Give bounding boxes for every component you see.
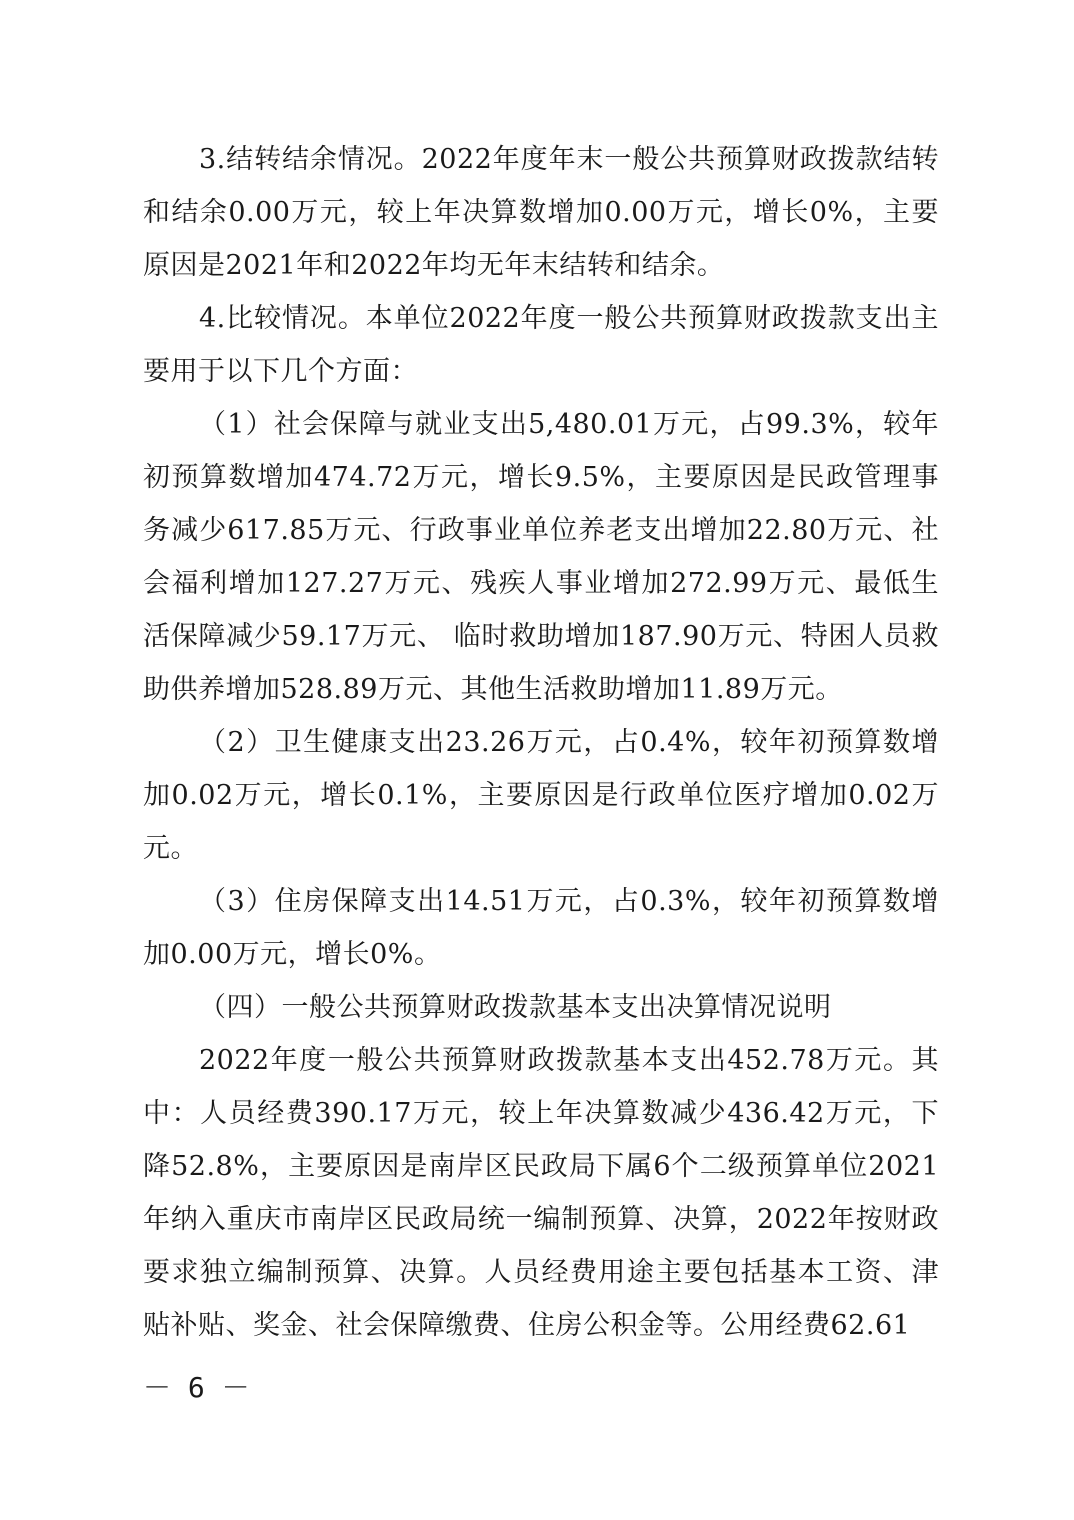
paragraph-basic-expenditure: 2022年度一般公共预算财政拨款基本支出452.78万元。其中：人员经费390.17万元，较上年决算数减少436.42万元，下降52.8%，主要原因是南岸区民政局下属6个二级预算单位2021年纳入重庆市南岸区民政局统一编制预算、决算，2022年按财政要求独立编制预算、决算。人员经费用途主要包括基本工资、津贴补贴、奖金、社会保障缴费、住房公积金等。公用经费62.61	[143, 1045, 939, 1341]
section-heading: （四）一般公共预算财政拨款基本支出决算情况说明	[199, 992, 832, 1023]
paragraph-comparison: 4.比较情况。本单位2022年度一般公共预算财政拨款支出主要用于以下几个方面：	[143, 303, 939, 387]
page-number: － 6 －	[143, 1371, 250, 1404]
document-body	[143, 133, 939, 1352]
paragraph-carryover-balance: 3.结转结余情况。2022年度年末一般公共预算财政拨款结转和结余0.00万元，较上年决算数增加0.00万元，增长0%，主要原因是2021年和2022年均无年末结转和结余。	[143, 144, 939, 281]
paragraph-housing: （3）住房保障支出14.51万元，占0.3%，较年初预算数增加0.00万元，增长0%。	[143, 886, 939, 970]
paragraph-health: （2）卫生健康支出23.26万元，占0.4%，较年初预算数增加0.02万元，增长0.1%，主要原因是行政单位医疗增加0.02万元。	[143, 727, 939, 864]
paragraph-social-security: （1）社会保障与就业支出5,480.01万元，占99.3%，较年初预算数增加474.72万元，增长9.5%，主要原因是民政管理事务减少617.85万元、行政事业单位养老支出增加22.80万元、社会福利增加127.27万元、残疾人事业增加272.99万元、最低生活保障减少59.17万元、 临时救助增加187.90万元、特困人员救助供养增加528.89万元、其他生活救助增加11.89万元。	[143, 409, 939, 705]
